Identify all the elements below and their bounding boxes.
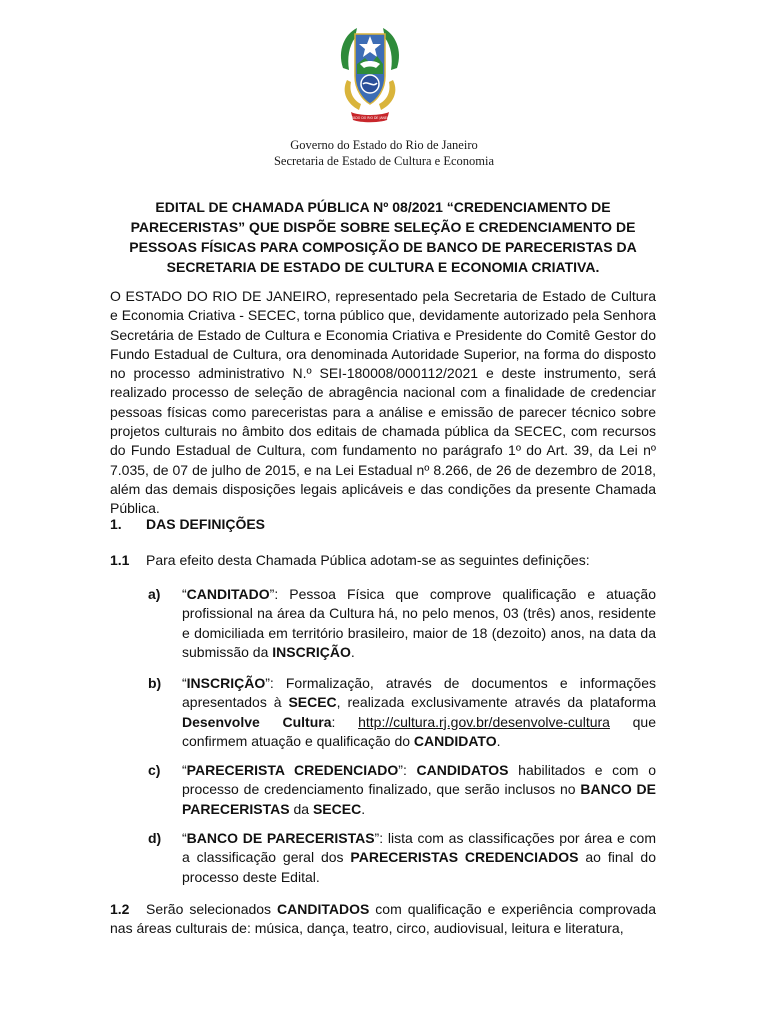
quote: ”: [398, 762, 403, 778]
item-letter: a): [148, 586, 161, 602]
text-run: Serão selecionados: [146, 901, 278, 917]
clause-1-2: [110, 900, 656, 939]
text-run: .: [496, 732, 501, 749]
text-run: com qualificação e experiência comprovada nas áreas culturais de: música, dança, teatro, circo, audiovisual, leitura e literatura,: [110, 901, 656, 937]
definition-text: [182, 829, 656, 887]
section-number: 1.: [110, 516, 122, 532]
government-line: Governo do Estado do Rio de Janeiro: [290, 138, 478, 152]
secretariat-line: Secretaria de Estado de Cultura e Economia: [273, 154, 495, 168]
quote: “: [182, 762, 187, 778]
desenvolve-cultura-link[interactable]: http://cultura.rj.gov.br/desenvolve-cultura: [358, 713, 610, 730]
text-run: , realizada exclusivamente através da plataforma: [336, 694, 656, 711]
definition-text: [182, 674, 656, 751]
bold-term: SECEC: [312, 800, 362, 817]
bold-term: CANDIDATOS: [416, 762, 509, 778]
text-run: ao final do processo deste Edital.: [182, 849, 656, 885]
bold-term: PARECERISTAS CREDENCIADOS: [350, 849, 579, 866]
quote: “: [182, 586, 187, 602]
bold-term: INSCRIÇÃO: [272, 643, 351, 660]
quote: ”: [374, 830, 380, 846]
defined-term: CANDITADO: [186, 586, 270, 602]
text-run: : lista com as classificações por área e com a classificação geral dos: [182, 830, 656, 866]
defined-term: BANCO DE PARECERISTAS: [186, 830, 375, 846]
crest-banner-text: ESTADO DO RIO DE JANEIRO: [347, 116, 393, 120]
item-letter: c): [148, 762, 161, 778]
text-run: que confirmem atuação e qualificação do: [182, 713, 657, 749]
bold-term: SECEC: [288, 694, 337, 711]
text-run: :: [402, 762, 417, 778]
text-run: : Formalização, através de documentos e informações apresentados à: [182, 675, 656, 711]
defined-term: PARECERISTA CREDENCIADO: [186, 762, 399, 778]
quote: ”: [269, 586, 275, 602]
bold-term: BANCO DE PARECERISTAS: [182, 781, 657, 817]
section-title: DAS DEFINIÇÕES: [146, 516, 266, 532]
quote: “: [182, 830, 187, 846]
clause-number: 1.2: [110, 901, 130, 917]
clause-number: 1.1: [110, 552, 130, 568]
bold-term: CANDIDATO: [413, 732, 497, 749]
defined-term: INSCRIÇÃO: [186, 675, 266, 691]
item-letter: d): [148, 830, 162, 846]
bold-term: Desenvolve Cultura: [182, 713, 332, 730]
section-heading: [110, 516, 265, 532]
clause-text: Para efeito desta Chamada Pública adotam-se as seguintes definições:: [146, 552, 590, 568]
definition-c: [148, 761, 656, 819]
intro-paragraph: O ESTADO DO RIO DE JANEIRO, representado pela Secretaria de Estado de Cultura e Economia Criativa - SECEC, torna público que, devidamente autorizado pela Senhora Secretária de Estado de Cultura e Economia Criativa e Presidente do Comitê Gestor do Fundo Estadual de Cultura, ora denominada Autoridade Superior, na forma do disposto no processo administrativo N.º SEI-180008/000112/2021 e deste instrumento, será realizado processo de seleção de abragência nacional com a finalidade de credenciar pessoas físicas como pareceristas para a análise e emissão de parecer técnico sobre projetos culturais no âmbito dos editais de chamada pública da SECEC, com recursos do Fundo Estadual de Cultura, com fundamento no parágrafo 1º do Art. 39, da Lei nº 7.035, de 07 de julho de 2015, e na Lei Estadual nº 8.266, de 26 de dezembro de 2018, além das demais disposições legais aplicáveis e das condições da presente Chamada Pública.: [110, 288, 656, 517]
coat-of-arms-logo: [335, 20, 405, 132]
text-run: .: [361, 800, 366, 817]
text-run: : Pessoa Física que comprove qualificação e atuação profissional na área da Cultura há, no pelo menos, 03 (três) anos, residente e domiciliada em território brasileiro, maior de 18 (dezoito) anos, na data da submissão da: [182, 586, 656, 660]
definition-b: [148, 674, 656, 751]
definition-d: [148, 829, 656, 887]
quote: “: [182, 675, 187, 691]
definition-a: [148, 585, 656, 662]
clause-1-1: [110, 551, 656, 570]
quote: ”: [265, 675, 270, 691]
definition-text: [182, 585, 656, 662]
definition-text: [182, 761, 656, 819]
text-run: da: [289, 800, 313, 817]
text-run: habilitados e com o processo de credenciamento finalizado, que serão inclusos no: [182, 762, 656, 798]
item-letter: b): [148, 675, 162, 691]
text-run: :: [331, 713, 359, 730]
bold-term: CANDITADOS: [277, 901, 370, 917]
text-run: .: [350, 643, 355, 660]
document-title: EDITAL DE CHAMADA PÚBLICA Nº 08/2021 “CREDENCIAMENTO DE PARECERISTAS” QUE DISPÕE SOBRE SELEÇÃO E CREDENCIAMENTO DE PESSOAS FÍSICAS PARA COMPOSIÇÃO DE BANCO DE PARECERISTAS DA SECRETARIA DE ESTADO DE CULTURA E ECONOMIA CRIATIVA.: [129, 199, 637, 275]
